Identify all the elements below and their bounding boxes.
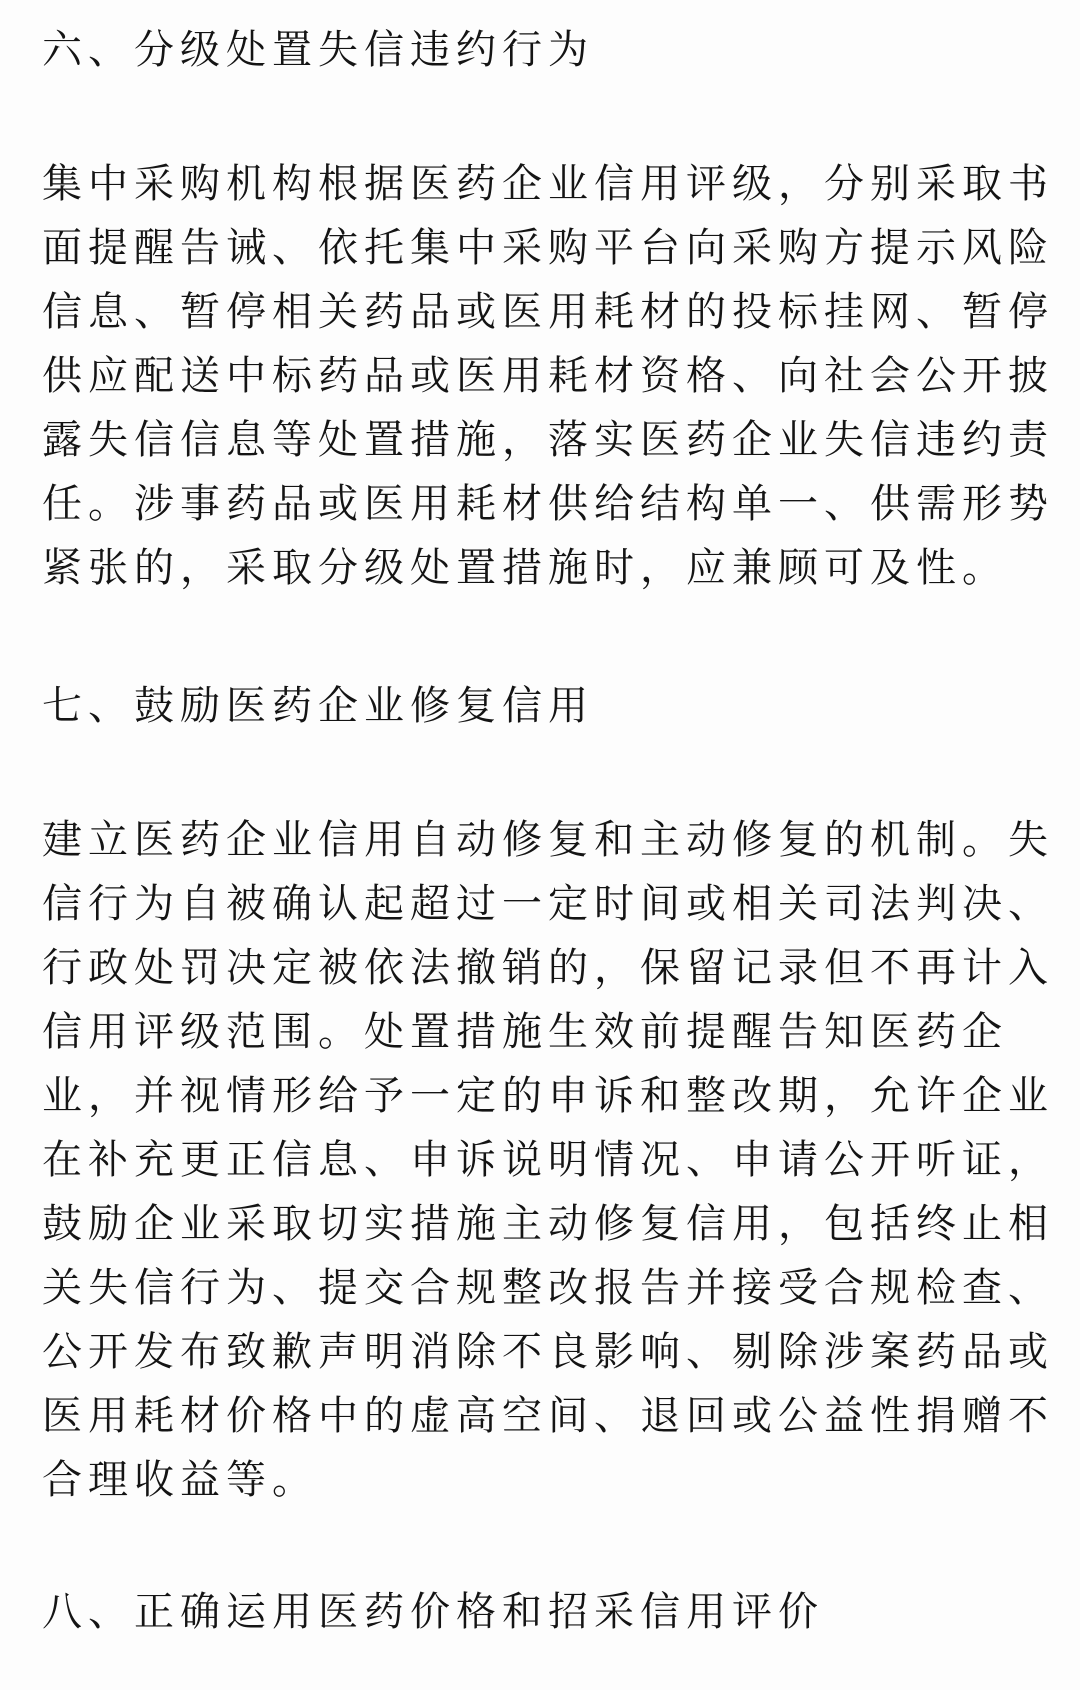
paragraph-line: 关失信行为、提交合规整改报告并接受合规检查、 (42, 1265, 1054, 1311)
paragraph-line: 供应配送中标药品或医用耗材资格、向社会公开披 (42, 353, 1054, 399)
paragraph-line: 任。涉事药品或医用耗材供给结构单一、供需形势 (42, 481, 1054, 527)
paragraph-line: 业，并视情形给予一定的申诉和整改期，允许企业 (42, 1073, 1054, 1119)
paragraph-line: 集中采购机构根据医药企业信用评级，分别采取书 (42, 161, 1054, 207)
paragraph-line: 鼓励企业采取切实措施主动修复信用，包括终止相 (42, 1201, 1054, 1247)
paragraph-line: 医用耗材价格中的虚高空间、退回或公益性捐赠不 (42, 1393, 1054, 1439)
section-paragraph-7 (42, 808, 1054, 1512)
paragraph-line: 信息、暂停相关药品或医用耗材的投标挂网、暂停 (42, 289, 1054, 335)
paragraph-line: 行政处罚决定被依法撤销的，保留记录但不再计入 (42, 945, 1054, 991)
paragraph-line: 信行为自被确认起超过一定时间或相关司法判决、 (42, 881, 1054, 927)
paragraph-line: 建立医药企业信用自动修复和主动修复的机制。失 (42, 817, 1054, 863)
paragraph-line: 在补充更正信息、申诉说明情况、申请公开听证， (42, 1137, 1054, 1183)
section-paragraph-6 (42, 152, 1054, 600)
paragraph-line: 露失信信息等处置措施，落实医药企业失信违约责 (42, 417, 1054, 463)
paragraph-line: 公开发布致歉声明消除不良影响、剔除涉案药品或 (42, 1329, 1054, 1375)
section-heading-6: 六、分级处置失信违约行为 (42, 27, 594, 73)
section-heading-8: 八、正确运用医药价格和招采信用评价 (42, 1589, 824, 1635)
paragraph-line: 紧张的，采取分级处置措施时，应兼顾可及性。 (42, 545, 1008, 591)
paragraph-line: 面提醒告诫、依托集中采购平台向采购方提示风险 (42, 225, 1054, 271)
section-heading-7: 七、鼓励医药企业修复信用 (42, 683, 594, 729)
paragraph-line: 合理收益等。 (42, 1457, 318, 1503)
paragraph-line: 信用评级范围。处置措施生效前提醒告知医药企 (42, 1009, 1008, 1055)
